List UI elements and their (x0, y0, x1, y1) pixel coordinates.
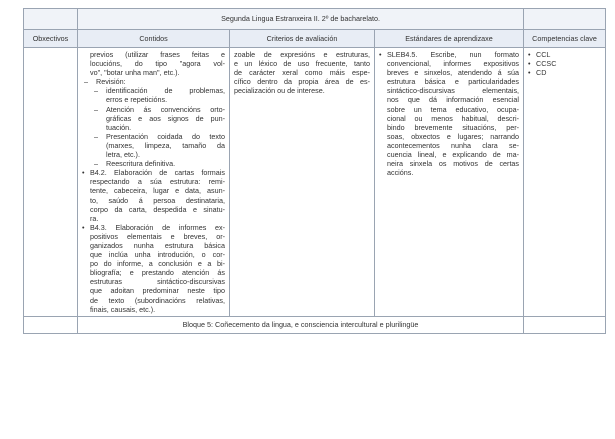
block-empty-cell (24, 316, 78, 333)
table-title-row (24, 9, 606, 30)
content-row (24, 48, 606, 317)
criteria-line: zoable de expresións e estruturas, (234, 50, 370, 59)
contents-bullet-line: de texto (subordinacións relativas, (90, 295, 225, 305)
revision-item-line: – Reescritura definitiva. (106, 159, 176, 169)
standard-line: neira sinxela os motivos de certas (387, 159, 520, 169)
header-objectives: Obxectivos (24, 30, 78, 48)
standard-line: breves e sinxelos, atendendo á súa (387, 68, 520, 78)
revision-item (82, 132, 225, 159)
standard-line: acontecementos nunha clara se- (387, 140, 520, 150)
standard-line: bindo brevemente situacións, per- (387, 122, 520, 132)
standard-line: cuencia lineal, e explicando de ma- (387, 150, 520, 160)
contents-bullet-line: corpo da carta, despedida e sinatu- (90, 204, 225, 214)
revision-item-line: (marxes, limpeza, tamaño da (106, 140, 225, 150)
revision-item-line: tuación. (106, 122, 132, 132)
contents-bullet-line: positivos elementais e breves, or- (90, 231, 225, 241)
revision-item-line: gráficas e aos signos de pun- (106, 113, 225, 123)
title-empty-cell-right (524, 9, 606, 30)
criteria-text (230, 48, 374, 97)
block-title-row (24, 316, 606, 333)
standard-item (379, 50, 519, 177)
criteria-cell (230, 48, 375, 317)
standard-line: sintáctico-discursivas elementais, (387, 86, 520, 96)
standard-line: sobre un tema educativo, ocupa- (387, 104, 520, 114)
criteria-line: pecialización ou de interese. (234, 86, 325, 96)
contents-bullet-line: que adoitan predominar neste tipo (90, 286, 225, 296)
contents-cell (78, 48, 230, 317)
revision-item (82, 159, 225, 168)
contents-intro-line: previos (utilizar frases feitas e (90, 50, 225, 59)
revision-item (82, 105, 225, 132)
contents-bullet-line: ra. (90, 213, 99, 223)
contents-intro (82, 50, 225, 77)
contents-bullet-line: to, saúdo á persoa destinataria, (90, 195, 225, 205)
revision-item (82, 86, 225, 104)
competences-list (528, 50, 601, 77)
contents-bullet-line: finais, causais, etc.). (90, 304, 156, 314)
objectives-cell (24, 48, 78, 317)
competence-item: • CCSC (528, 59, 601, 68)
revision-heading (82, 77, 225, 86)
revision-list (82, 86, 225, 168)
block-title: Bloque 5: Coñecemento da lingua, e consciencia intercultural e plurilingüe (78, 316, 524, 333)
standard-line: accións. (387, 168, 414, 178)
standard-line: nos que dá información esencial (387, 95, 520, 105)
contents-bullet-list (82, 168, 225, 314)
contents-bullet-line: tente, cabeceira, lugar e data, asun- (90, 186, 225, 196)
competence-item: • CCL (528, 50, 601, 59)
title-empty-cell (24, 9, 78, 30)
competence-item: • CD (528, 68, 601, 77)
header-standards: Estándares de aprendizaxe (375, 30, 524, 48)
revision-item-line: – identificación de problemas, (106, 86, 225, 96)
criteria-line: e un léxico de uso frecuente, tanto (234, 59, 370, 69)
contents-bullet-line: respectando a súa estrutura: remi- (90, 177, 225, 187)
standard-line: estrutura básica e particularidades (387, 77, 520, 87)
criteria-line: cífico dentro da propia área de es- (234, 77, 370, 87)
revision-item-line: – Presentación coidada do texto (106, 131, 225, 141)
contents-bullet-line: bliografía; e prestando atención ás (90, 268, 225, 278)
contents-bullet-line: ganizados nunha estrutura básica (90, 240, 225, 250)
column-header-row (24, 30, 606, 48)
standard-line: soas, obxectos e lugares; narrando (387, 131, 520, 141)
curriculum-table (23, 8, 606, 334)
standards-cell (375, 48, 524, 317)
standard-line: cional ou menos habitual, descri- (387, 113, 520, 123)
header-criteria: Criterios de avaliación (230, 30, 375, 48)
header-contents: Contidos (78, 30, 230, 48)
standard-line: • SLEB4.5. Escribe, nun formato (387, 50, 520, 59)
contents-bullet-line: • B4.2. Elaboración de cartas formais (90, 168, 225, 178)
contents-bullet-line: po do informe, a conclusión e a bi- (90, 259, 225, 269)
contents-intro-line: vo", "botar unha man", etc.). (90, 68, 180, 78)
table-title: Segunda Lingua Estranxeira II. 2º de bacharelato. (78, 9, 524, 30)
contents-intro-line: locucións, do tipo "agora vol- (90, 59, 225, 69)
revision-item-line: letra, etc.). (106, 150, 140, 160)
contents-bullet-item (82, 168, 225, 223)
revision-label: – Revisión: (96, 77, 126, 87)
revision-item-line: – Atención ás convencións orto- (106, 104, 225, 114)
contents-bullet-line: estruturas sintáctico-discursivas (90, 277, 225, 287)
block-empty-cell-right (524, 316, 606, 333)
contents-bullet-line: que inclúa unha introdución, o cor- (90, 250, 225, 260)
criteria-line: de carácter xeral como máis espe- (234, 68, 370, 78)
header-competences: Competencias clave (524, 30, 606, 48)
contents-bullet-line: • B4.3. Elaboración de informes ex- (90, 222, 225, 232)
contents-bullet-item (82, 223, 225, 314)
standard-line: convencional, informes expositivos (387, 59, 520, 69)
revision-item-line: erros e repeticións. (106, 95, 168, 105)
competences-cell (524, 48, 606, 317)
